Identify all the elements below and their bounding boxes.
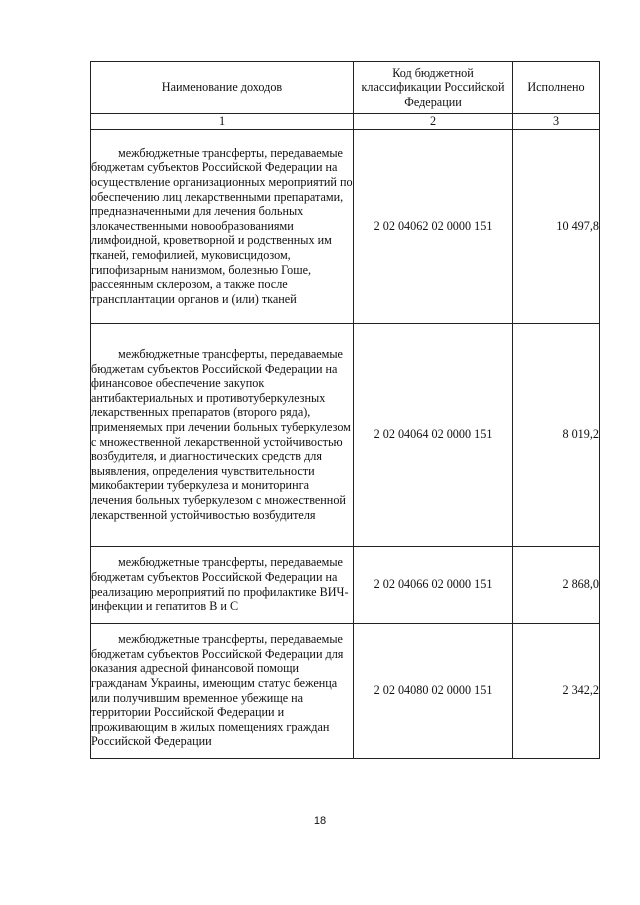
column-number: 3: [513, 114, 600, 130]
column-number: 1: [91, 114, 354, 130]
revenue-name-cell: [91, 129, 354, 323]
header-row: [91, 62, 600, 114]
column-number-row: [91, 114, 600, 130]
header-executed: Исполнено: [513, 62, 600, 114]
budget-code-cell: 2 02 04080 02 0000 151: [354, 623, 513, 758]
revenue-table: [90, 61, 600, 759]
revenue-name-cell: [91, 623, 354, 758]
amount-cell: 2 868,0: [513, 546, 600, 623]
table-row: [91, 546, 600, 623]
page-number: 18: [313, 815, 327, 827]
budget-code-cell: 2 02 04064 02 0000 151: [354, 323, 513, 546]
column-number: 2: [354, 114, 513, 130]
revenue-name-text: межбюджетные трансферты, передаваемые бюджетам субъектов Российской Федерации на реализацию мероприятий по профилактике ВИЧ-инфекции и гепатитов В и С: [91, 555, 349, 614]
budget-code-cell: 2 02 04062 02 0000 151: [354, 129, 513, 323]
amount-cell: 10 497,8: [513, 129, 600, 323]
revenue-name-cell: [91, 323, 354, 546]
amount-cell: 2 342,2: [513, 623, 600, 758]
amount-cell: 8 019,2: [513, 323, 600, 546]
revenue-name-text: межбюджетные трансферты, передаваемые бюджетам субъектов Российской Федерации на осуществление организационных мероприятий по обеспечению лиц лекарственными препаратами, предназначенными для лечения больных злокачественными новообразованиями лимфоидной, кроветворной и родственных им тканей, гемофилией, муковисцидозом, гипофизарным нанизмом, болезнью Гоше, рассеянным склерозом, а также после трансплантации органов и (или) тканей: [91, 145, 353, 306]
header-revenue-name: Наименование доходов: [91, 62, 354, 114]
revenue-name-text: межбюджетные трансферты, передаваемые бюджетам субъектов Российской Федерации для оказания адресной финансовой помощи гражданам Украины, имеющим статус беженца или получившим временное убежище на территории Российской Федерации и проживающим в жилых помещениях граждан Российской Федерации: [91, 632, 344, 749]
budget-code-cell: 2 02 04066 02 0000 151: [354, 546, 513, 623]
table-row: [91, 129, 600, 323]
revenue-name-cell: [91, 546, 354, 623]
table-row: [91, 323, 600, 546]
revenue-name-text: межбюджетные трансферты, передаваемые бюджетам субъектов Российской Федерации на финансовое обеспечение закупок антибактериальных и противотуберкулезных лекарственных препаратов (второго ряда), применяемых при лечении больных туберкулезом с множественной лекарственной устойчивостью возбудителя, и диагностических средств для выявления, определения чувствительности микобактерии туберкулеза и мониторинга лечения больных туберкулезом с множественной лекарственной устойчивостью возбудителя: [91, 347, 351, 522]
table-row: [91, 623, 600, 758]
header-budget-code: Код бюджетной классификации Российской Федерации: [354, 62, 513, 114]
